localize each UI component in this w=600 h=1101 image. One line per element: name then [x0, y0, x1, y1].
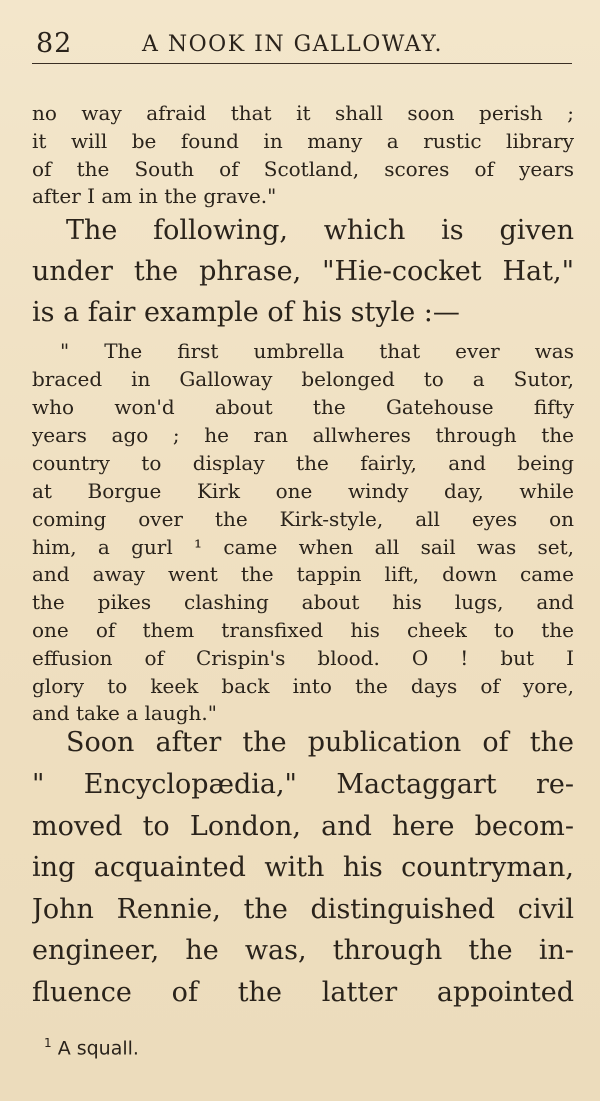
- text-line: glory to keek back into the days of yore,: [32, 674, 574, 698]
- text-line: country to display the fairly, and being: [32, 451, 574, 475]
- header-rule: [32, 63, 572, 64]
- text-line: " Encyclopædia," Mactaggart re-: [32, 769, 574, 800]
- text-line: who won'd about the Gatehouse fifty: [32, 395, 574, 419]
- text-line: Soon after the publication of the: [66, 727, 574, 758]
- text-line: is a fair example of his style :—: [32, 297, 460, 328]
- footnote-text: A squall.: [57, 1037, 139, 1060]
- text-line: moved to London, and here becom-: [32, 811, 574, 842]
- text-line: and away went the tappin lift, down came: [32, 562, 574, 586]
- text-line: him, a gurl ¹ came when all sail was set,: [32, 535, 574, 559]
- text-line: the pikes clashing about his lugs, and: [32, 590, 574, 614]
- text-line: after I am in the grave.": [32, 184, 277, 208]
- text-line: at Borgue Kirk one windy day, while: [32, 479, 574, 503]
- text-line: The following, which is given: [66, 215, 574, 246]
- text-line: effusion of Crispin's blood. O ! but I: [32, 646, 574, 670]
- text-line: it will be found in many a rustic library: [32, 129, 574, 153]
- text-line: " The first umbrella that ever was: [60, 339, 574, 363]
- text-line: John Rennie, the distinguished civil: [32, 894, 574, 925]
- page-header: [32, 24, 572, 64]
- text-line: no way afraid that it shall soon perish ;: [32, 101, 574, 125]
- text-line: engineer, he was, through the in-: [32, 935, 574, 966]
- text-line: ing acquainted with his countryman,: [32, 852, 574, 883]
- text-line: one of them transfixed his cheek to the: [32, 618, 574, 642]
- running-title: A NOOK IN GALLOWAY.: [142, 32, 443, 57]
- text-line: and take a laugh.": [32, 701, 217, 725]
- text-line: coming over the Kirk-style, all eyes on: [32, 507, 574, 531]
- text-line: under the phrase, "Hie-cocket Hat,": [32, 256, 574, 287]
- text-line: fluence of the latter appointed: [32, 977, 574, 1008]
- text-line: of the South of Scotland, scores of years: [32, 157, 574, 181]
- text-line: years ago ; he ran allwheres through the: [32, 423, 574, 447]
- footnote: [44, 1036, 139, 1059]
- page-number: 82: [36, 28, 73, 59]
- footnote-marker: 1: [44, 1036, 52, 1050]
- text-line: braced in Galloway belonged to a Sutor,: [32, 367, 574, 391]
